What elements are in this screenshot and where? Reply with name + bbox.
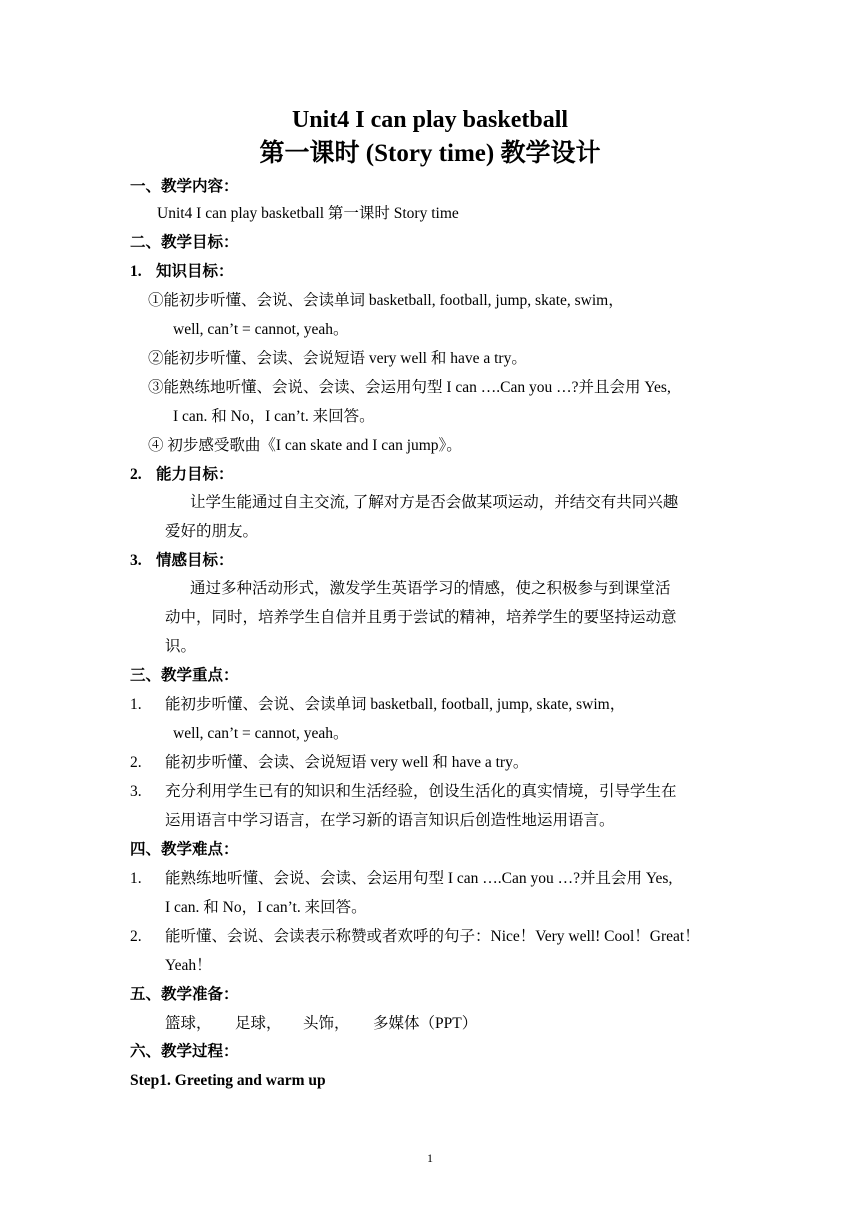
page-number: 1: [427, 1151, 433, 1165]
difficulty-1-line-1: 能熟练地听懂、会说、会读、会运用句型 I can ….Can you …?并且会用 Yes,: [165, 870, 673, 887]
knowledge-item-3: ③能熟练地听懂、会说、会读、会运用句型 I can ….Can you …?并且会用 Yes,: [148, 379, 671, 396]
section-heading-process: 六、教学过程：: [130, 1043, 239, 1060]
material-headwear: 头饰，: [303, 1015, 350, 1032]
difficulty-1-line-2: I can. 和 No，I can’t. 来回答。: [165, 899, 367, 916]
objective-number-2: 2.: [130, 466, 142, 483]
ability-text-line-2: 爱好的朋友。: [165, 523, 259, 540]
emotion-text-line-2: 动中，同时，培养学生自信并且勇于尝试的精神，培养学生的要坚持运动意: [165, 609, 677, 626]
document-title: Unit4 I can play basketball: [291, 107, 569, 133]
difficulty-number-2: 2.: [130, 928, 142, 945]
section-heading-content: 一、教学内容：: [130, 178, 239, 195]
objective-number-1: 1.: [130, 263, 142, 280]
key-point-number-2: 2.: [130, 754, 142, 771]
key-point-1-line-1: 能初步听懂、会说、会读单词 basketball, football, jump, skate, swim，: [165, 696, 626, 713]
emotion-text-line-1: 通过多种活动形式，激发学生英语学习的情感，使之积极参与到课堂活: [190, 580, 671, 597]
knowledge-item-3-cont: I can. 和 No，I can’t. 来回答。: [173, 408, 375, 425]
difficulty-2-line-2: Yeah！: [165, 957, 212, 974]
ability-text-line-1: 让学生能通过自主交流, 了解对方是否会做某项运动，并结交有共同兴趣: [190, 494, 679, 511]
objective-number-3: 3.: [130, 552, 142, 569]
emotion-text-line-3: 识。: [165, 638, 197, 655]
step1-heading: Step1. Greeting and warm up: [130, 1072, 326, 1089]
section-content-text: Unit4 I can play basketball 第一课时 Story time: [157, 205, 459, 222]
section-heading-difficulties: 四、教学难点：: [130, 841, 239, 858]
key-point-3-line-2: 运用语言中学习语言，在学习新的语言知识后创造性地运用语言。: [165, 812, 615, 829]
knowledge-objective-label: 知识目标：: [156, 263, 234, 280]
knowledge-item-4: ④ 初步感受歌曲《I can skate and I can jump》。: [148, 437, 462, 454]
knowledge-item-2: ②能初步听懂、会读、会说短语 very well 和 have a try。: [148, 350, 527, 367]
material-football: 足球，: [235, 1015, 282, 1032]
section-heading-key-points: 三、教学重点：: [130, 667, 239, 684]
material-basketball: 篮球，: [165, 1015, 212, 1032]
ability-objective-label: 能力目标：: [156, 466, 234, 483]
difficulty-number-1: 1.: [130, 870, 142, 887]
key-point-2-line-1: 能初步听懂、会读、会说短语 very well 和 have a try。: [165, 754, 529, 771]
key-point-number-3: 3.: [130, 783, 142, 800]
key-point-1-line-2: well, can’t = cannot, yeah。: [173, 725, 349, 742]
section-heading-preparation: 五、教学准备：: [130, 986, 239, 1003]
key-point-3-line-1: 充分利用学生已有的知识和生活经验，创设生活化的真实情境，引导学生在: [165, 783, 677, 800]
difficulty-2-line-1: 能听懂、会说、会读表示称赞或者欢呼的句子：Nice！Very well! Cool！Great！: [165, 928, 700, 945]
knowledge-item-1: ①能初步听懂、会说、会读单词 basketball, football, jump, skate, swim，: [148, 292, 624, 309]
key-point-number-1: 1.: [130, 696, 142, 713]
knowledge-item-1-cont: well, can’t = cannot, yeah。: [173, 321, 349, 338]
emotion-objective-label: 情感目标：: [156, 552, 234, 569]
material-multimedia: 多媒体（PPT）: [373, 1015, 478, 1032]
document-subtitle: 第一课时 (Story time) 教学设计: [259, 140, 601, 167]
section-heading-objectives: 二、教学目标：: [130, 234, 239, 251]
